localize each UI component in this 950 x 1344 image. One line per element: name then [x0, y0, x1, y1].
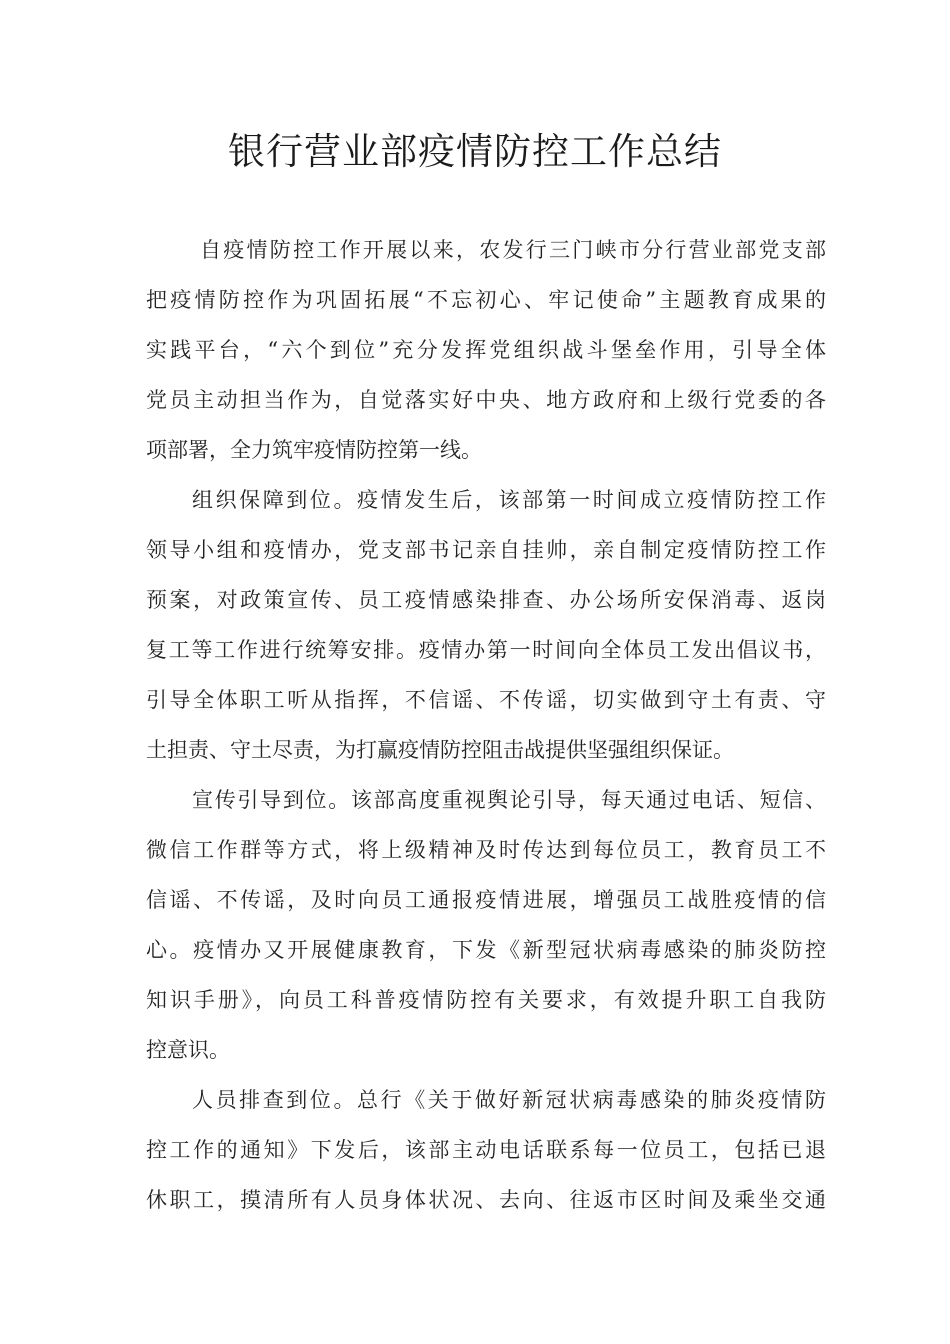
- paragraph-line: 人员排查到位。总行《关于做好新冠状病毒感染的肺炎疫情防: [192, 1088, 826, 1112]
- paragraph-line: 自疫情防控工作开展以来，农发行三门峡市分行营业部党支部: [200, 238, 826, 262]
- paragraph-line: 组织保障到位。疫情发生后，该部第一时间成立疫情防控工作: [192, 488, 826, 512]
- paragraph-line: 心。疫情办又开展健康教育，下发《新型冠状病毒感染的肺炎防控: [146, 938, 826, 962]
- paragraph-line: 复工等工作进行统筹安排。疫情办第一时间向全体员工发出倡议书，: [146, 638, 826, 662]
- paragraph-line: 领导小组和疫情办，党支部书记亲自挂帅，亲自制定疫情防控工作: [146, 538, 826, 562]
- paragraph-line: 控意识。: [146, 1038, 230, 1062]
- paragraph-line: 控工作的通知》下发后，该部主动电话联系每一位员工，包括已退: [146, 1138, 826, 1162]
- paragraph-line: 微信工作群等方式，将上级精神及时传达到每位员工，教育员工不: [146, 838, 826, 862]
- paragraph-line: 预案，对政策宣传、员工疫情感染排查、办公场所安保消毒、返岗: [146, 588, 826, 612]
- paragraph-line: 实践平台，“六个到位”充分发挥党组织战斗堡垒作用，引导全体: [146, 338, 826, 362]
- paragraph-line: 引导全体职工听从指挥，不信谣、不传谣，切实做到守土有责、守: [146, 688, 826, 712]
- paragraph-line: 把疫情防控作为巩固拓展“不忘初心、牢记使命”主题教育成果的: [146, 288, 826, 312]
- paragraph-line: 土担责、守土尽责，为打赢疫情防控阻击战提供坚强组织保证。: [146, 738, 734, 762]
- document-title: 银行营业部疫情防控工作总结: [228, 130, 722, 173]
- paragraph-line: 宣传引导到位。该部高度重视舆论引导，每天通过电话、短信、: [192, 788, 826, 812]
- paragraph-line: 项部署，全力筑牢疫情防控第一线。: [146, 438, 482, 462]
- paragraph-line: 信谣、不传谣，及时向员工通报疫情进展，增强员工战胜疫情的信: [146, 888, 826, 912]
- paragraph-line: 知识手册》，向员工科普疫情防控有关要求，有效提升职工自我防: [146, 988, 826, 1012]
- paragraph-line: 党员主动担当作为，自觉落实好中央、地方政府和上级行党委的各: [146, 388, 826, 412]
- paragraph-line: 休职工，摸清所有人员身体状况、去向、往返市区时间及乘坐交通: [146, 1188, 826, 1212]
